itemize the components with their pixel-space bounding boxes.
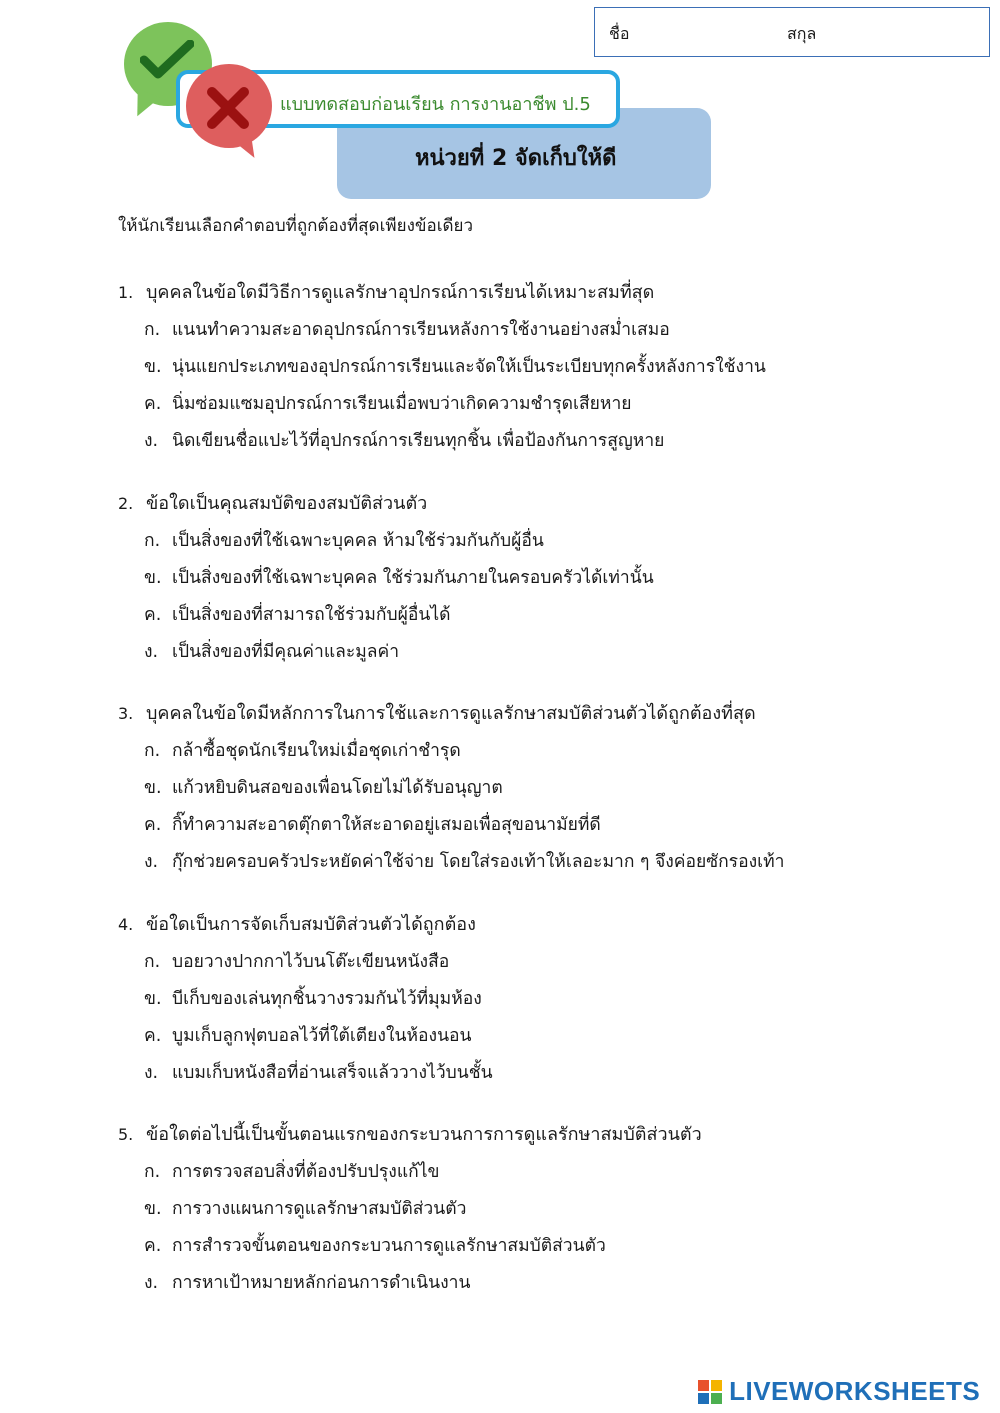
question-number: 5. [118,1125,134,1144]
option-text: แนนทำความสะอาดอุปกรณ์การเรียนหลังการใช้งานอย่างสม่ำเสมอ [172,320,670,340]
question-stem [118,701,978,738]
question-5 [118,1122,978,1296]
unit-title: หน่วยที่ 2 จัดเก็บให้ดี [415,146,617,171]
option-letter: ง. [144,641,159,662]
option-text: กล้าซื้อชุดนักเรียนใหม่เมื่อชุดเก่าชำรุด [172,741,461,761]
liveworksheets-branding[interactable] [698,1376,980,1406]
surname-label: สกุล [787,24,817,43]
question-number: 1. [118,283,134,302]
option-text: บีเก็บของเล่นทุกชิ้นวางรวมกันไว้ที่มุมห้อง [172,988,482,1009]
option-letter: ง. [144,852,159,872]
option-text: การหาเป้าหมายหลักก่อนการดำเนินงาน [172,1273,471,1293]
question-number: 2. [118,493,134,513]
option-letter: ก. [144,320,161,340]
option-letter: ข. [144,567,162,588]
option-text: เป็นสิ่งของที่ใช้เฉพาะบุคคล ใช้ร่วมกันภายในครอบครัวได้เท่านั้น [172,567,654,588]
cross-icon [206,86,250,130]
option-text: นุ่นแยกประเภทของอุปกรณ์การเรียนและจัดให้เป็นระเบียบทุกครั้งหลังการใช้งาน [172,357,766,377]
question-text: บุคคลในข้อใดมีวิธีการดูแลรักษาอุปกรณ์การเรียนได้เหมาะสมที่สุด [146,282,655,303]
answer-option[interactable] [118,775,978,812]
question-text: ข้อใดเป็นการจัดเก็บสมบัติส่วนตัวได้ถูกต้อง [146,913,476,935]
option-letter: ง. [144,1273,159,1293]
option-text: นิดเขียนชื่อแปะไว้ที่อุปกรณ์การเรียนทุกชิ้น เพื่อป้องกันการสูญหาย [172,431,665,451]
answer-option[interactable] [118,986,978,1023]
answer-option[interactable] [118,317,978,354]
answer-option[interactable] [118,1233,978,1270]
option-letter: ง. [144,1062,159,1083]
answer-option[interactable] [118,849,978,875]
question-list [118,280,978,1333]
question-text: ข้อใดเป็นคุณสมบัติของสมบัติส่วนตัว [146,492,428,514]
option-letter: ข. [144,1199,162,1219]
answer-option[interactable] [118,738,978,775]
question-number: 3. [118,704,134,723]
option-text: เป็นสิ่งของที่มีคุณค่าและมูลค่า [172,641,400,662]
answer-option[interactable] [118,354,978,391]
option-text: การวางแผนการดูแลรักษาสมบัติส่วนตัว [172,1199,467,1219]
option-letter: ง. [144,431,159,451]
option-letter: ค. [144,1025,162,1046]
option-letter: ค. [144,604,162,625]
option-text: การสำรวจขั้นตอนของกระบวนการดูแลรักษาสมบัติส่วนตัว [172,1236,606,1256]
option-text: นิ่มซ่อมแซมอุปกรณ์การเรียนเมื่อพบว่าเกิดความชำรุดเสียหาย [172,394,632,414]
option-letter: ค. [144,1236,162,1256]
answer-option[interactable] [118,565,978,602]
option-text: กิ๊ทำความสะอาดตุ๊กตาให้สะอาดอยู่เสมอเพื่อสุขอนามัยที่ดี [172,815,601,835]
answer-option[interactable] [118,428,978,454]
option-text: แบมเก็บหนังสือที่อ่านเสร็จแล้ววางไว้บนชั้น [172,1062,493,1083]
answer-option[interactable] [118,1060,978,1086]
student-name-box [594,7,990,57]
option-text: การตรวจสอบสิ่งที่ต้องปรับปรุงแก้ไข [172,1162,440,1182]
answer-option[interactable] [118,528,978,565]
option-letter: ก. [144,530,161,551]
question-number: 4. [118,914,134,934]
question-stem [118,280,978,317]
option-text: เป็นสิ่งของที่สามารถใช้ร่วมกับผู้อื่นได้ [172,604,451,625]
option-text: เป็นสิ่งของที่ใช้เฉพาะบุคคล ห้ามใช้ร่วมกันกับผู้อื่น [172,530,544,551]
option-letter: ค. [144,815,162,835]
worksheet-title: แบบทดสอบก่อนเรียน การงานอาชีพ ป.5 [280,94,591,115]
answer-option[interactable] [118,1023,978,1060]
option-text: กุ๊กช่วยครอบครัวประหยัดค่าใช้จ่าย โดยใส่รองเท้าให้เลอะมาก ๆ จึงค่อยซักรองเท้า [172,852,785,872]
answer-option[interactable] [118,1270,978,1296]
option-text: แก้วหยิบดินสอของเพื่อนโดยไม่ได้รับอนุญาต [172,778,503,798]
answer-option[interactable] [118,949,978,986]
answer-option[interactable] [118,602,978,639]
brand-name: LIVEWORKSHEETS [729,1376,981,1406]
question-stem [118,491,978,528]
answer-option[interactable] [118,812,978,849]
option-letter: ก. [144,1162,161,1182]
question-text: บุคคลในข้อใดมีหลักการในการใช้และการดูแลรักษาสมบัติส่วนตัวได้ถูกต้องที่สุด [146,703,756,724]
option-letter: ก. [144,951,161,972]
option-text: บอยวางปากกาไว้บนโต๊ะเขียนหนังสือ [172,951,450,972]
option-letter: ก. [144,741,161,761]
option-text: บูมเก็บลูกฟุตบอลไว้ที่ใต้เตียงในห้องนอน [172,1025,472,1046]
question-stem [118,912,978,949]
question-1 [118,280,978,454]
option-letter: ข. [144,357,162,377]
question-stem [118,1122,978,1159]
question-text: ข้อใดต่อไปนี้เป็นขั้นตอนแรกของกระบวนการการดูแลรักษาสมบัติส่วนตัว [146,1124,702,1145]
liveworksheets-logo-icon [698,1380,722,1404]
question-4 [118,912,978,1086]
option-letter: ค. [144,394,162,414]
instruction-text: ให้นักเรียนเลือกคำตอบที่ถูกต้องที่สุดเพียงข้อเดียว [118,216,474,236]
question-3 [118,701,978,875]
answer-option[interactable] [118,391,978,428]
answer-option[interactable] [118,639,978,665]
name-label: ชื่อ [609,24,630,43]
question-2 [118,491,978,665]
answer-option[interactable] [118,1159,978,1196]
option-letter: ข. [144,778,162,798]
answer-option[interactable] [118,1196,978,1233]
option-letter: ข. [144,988,162,1009]
